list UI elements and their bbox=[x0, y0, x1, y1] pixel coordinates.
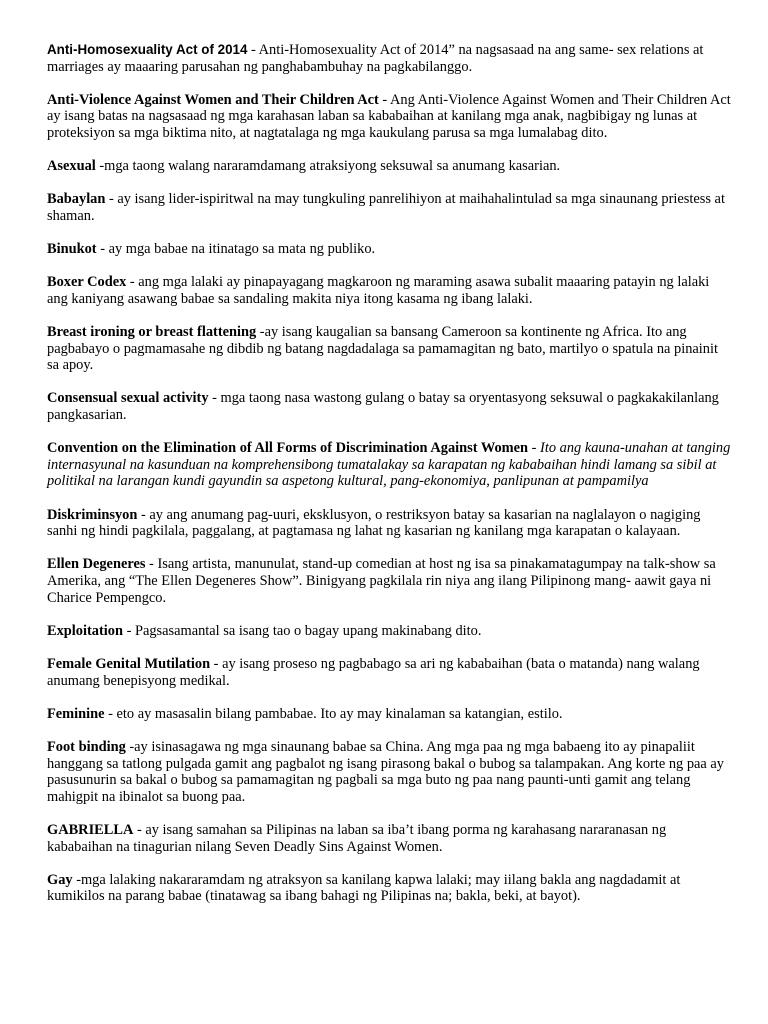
glossary-term: Binukot bbox=[47, 241, 97, 258]
glossary-entry-foot-binding bbox=[47, 739, 733, 805]
glossary-definition: -mga lalaking nakararamdam ng atraksyon sa kanilang kapwa lalaki; may iilang bakla ang nagdadamit at kumikilos na parang babae (tinatawag sa ibang bahagi ng Pilipinas na; bakla, beki, at bayot). bbox=[47, 871, 681, 905]
glossary-entry-gay bbox=[47, 872, 733, 905]
glossary-entry-diskriminsyon bbox=[47, 507, 733, 540]
glossary-page bbox=[47, 42, 733, 921]
glossary-term: Foot binding bbox=[47, 738, 126, 755]
glossary-entry-asexual bbox=[47, 158, 733, 175]
glossary-entry-gabriella bbox=[47, 822, 733, 855]
glossary-definition: - ay ang anumang pag-uuri, eksklusyon, o restriksyon batay sa kasarian na naglalayon o nagiging sanhi ng hindi pagkilala, paggalang, at pagtamasa ng lahat ng kasarian ng kanilang mga karapatan o kalayaan. bbox=[47, 506, 701, 540]
glossary-definition: - Pagsasamantal sa isang tao o bagay upang makinabang dito. bbox=[122, 622, 482, 639]
glossary-entry-babaylan bbox=[47, 191, 733, 224]
glossary-term: Consensual sexual activity bbox=[47, 390, 209, 407]
glossary-term: Convention on the Elimination of All Forms of Discrimination Against Women bbox=[47, 440, 529, 457]
glossary-term: Breast ironing or breast flattening bbox=[47, 324, 257, 341]
glossary-entry-breast-ironing bbox=[47, 324, 733, 374]
glossary-definition: - Ito ang kauna-unahan at tanging internasyunal na kasunduan na komprehensibong tumatalakay sa karapatan ng kababaihan hindi lamang sa sibil at politikal na larangan kundi gayundin sa aspetong kultural, pang-ekonomiya, panlipunan at pampamilya bbox=[47, 440, 731, 490]
glossary-definition: -mga taong walang nararamdamang atraksiyong seksuwal sa anumang kasarian. bbox=[95, 158, 561, 175]
glossary-term: Gay bbox=[47, 871, 73, 888]
glossary-definition: - ay isang lider-ispiritwal na may tungkuling panrelihiyon at maihahalintulad sa mga sinaunang priestess at shaman. bbox=[47, 191, 725, 224]
glossary-entry-consensual-sexual-activity bbox=[47, 390, 733, 423]
glossary-term: Boxer Codex bbox=[47, 274, 127, 291]
glossary-term: Female Genital Mutilation bbox=[47, 655, 211, 672]
glossary-definition: - ang mga lalaki ay pinapayagang magkaroon ng maraming asawa subalit maaaring patayin ng lalaki ang kaniyang asawang babae sa sandaling makita niya itong kasama ng ibang lalaki. bbox=[47, 274, 710, 307]
glossary-term: Feminine bbox=[47, 705, 105, 722]
glossary-entry-feminine bbox=[47, 706, 733, 723]
glossary-term: Anti-Violence Against Women and Their Children Act bbox=[47, 91, 379, 108]
glossary-definition: - ay isang proseso ng pagbabago sa ari ng kababaihan (bata o matanda) nang walang anumang benepisyong medikal. bbox=[47, 655, 700, 689]
glossary-definition: - ay isang samahan sa Pilipinas na laban sa iba’t ibang porma ng karahasang nararanasan ng kababaihan na tinagurian nilang Seven Deadly Sins Against Women. bbox=[47, 821, 667, 855]
glossary-definition: -ay isinasagawa ng mga sinaunang babae sa China. Ang mga paa ng mga babaeng ito ay pinapaliit hanggang sa tatlong pulgada gamit ang pagbalot ng isang pirasong bakal o bubog sa talampakan. Ang korte ng paa ay pasusunurin sa bakal o bubog sa pamamagitan ng pagbali sa mga buto ng paa nang paunti-unti gamit ang telang mahigpit na ibinalot sa buong paa. bbox=[47, 738, 724, 805]
glossary-entry-female-genital-mutilation bbox=[47, 656, 733, 689]
glossary-term: Babaylan bbox=[47, 191, 106, 208]
glossary-definition: - eto ay masasalin bilang pambabae. Ito ay may kinalaman sa katangian, estilo. bbox=[104, 705, 563, 722]
glossary-entry-exploitation bbox=[47, 623, 733, 640]
glossary-definition: - Ang Anti-Violence Against Women and Their Children Act ay isang batas na nagsasaad ng mga karahasan laban sa kababaihan at kanilang mga anak, nagbibigay ng lunas at proteksiyon sa mga biktima nito, at nagtatalaga ng mga kaukulang parusa sa mga lumalabag dito. bbox=[47, 91, 731, 141]
glossary-entry-cedaw bbox=[47, 440, 733, 490]
glossary-term: Exploitation bbox=[47, 622, 123, 639]
glossary-definition: - ay mga babae na itinatago sa mata ng publiko. bbox=[96, 241, 376, 258]
glossary-term: Ellen Degeneres bbox=[47, 556, 146, 573]
glossary-term: Anti-Homosexuality Act of 2014 bbox=[47, 42, 248, 57]
glossary-definition: - mga taong nasa wastong gulang o batay sa oryentasyong seksuwal o pagkakakilanlang pangkasarian. bbox=[47, 390, 719, 424]
glossary-entry-anti-violence-act bbox=[47, 92, 733, 142]
glossary-definition: -ay isang kaugalian sa bansang Cameroon sa kontinente ng Africa. Ito ang pagbabayo o pagmamasahe ng dibdib ng batang nagdadalaga sa pamamagitan ng bato, martilyo o spatula na pinainit sa apoy. bbox=[47, 324, 718, 374]
glossary-entry-binukot bbox=[47, 241, 733, 258]
glossary-term: Diskriminsyon bbox=[47, 506, 138, 523]
glossary-term: Asexual bbox=[47, 158, 96, 175]
glossary-entry-boxer-codex bbox=[47, 274, 733, 307]
glossary-entry-ellen-degeneres bbox=[47, 556, 733, 606]
glossary-term: GABRIELLA bbox=[47, 821, 134, 838]
glossary-definition: - Isang artista, manunulat, stand-up comedian at host ng isa sa pinakamatagumpay na talk-show sa Amerika, ang “The Ellen Degeneres Show”. Binigyang pagkilala rin niya ang ilang Pilipinong mang- aawit gaya ni Charice Pempengco. bbox=[47, 556, 716, 606]
glossary-definition: - Anti-Homosexuality Act of 2014” na nagsasaad na ang same- sex relations at marriages ay maaaring parusahan ng panghabambuhay na pagkabilanggo. bbox=[47, 42, 704, 75]
glossary-entry-anti-homosexuality-act bbox=[47, 42, 733, 75]
